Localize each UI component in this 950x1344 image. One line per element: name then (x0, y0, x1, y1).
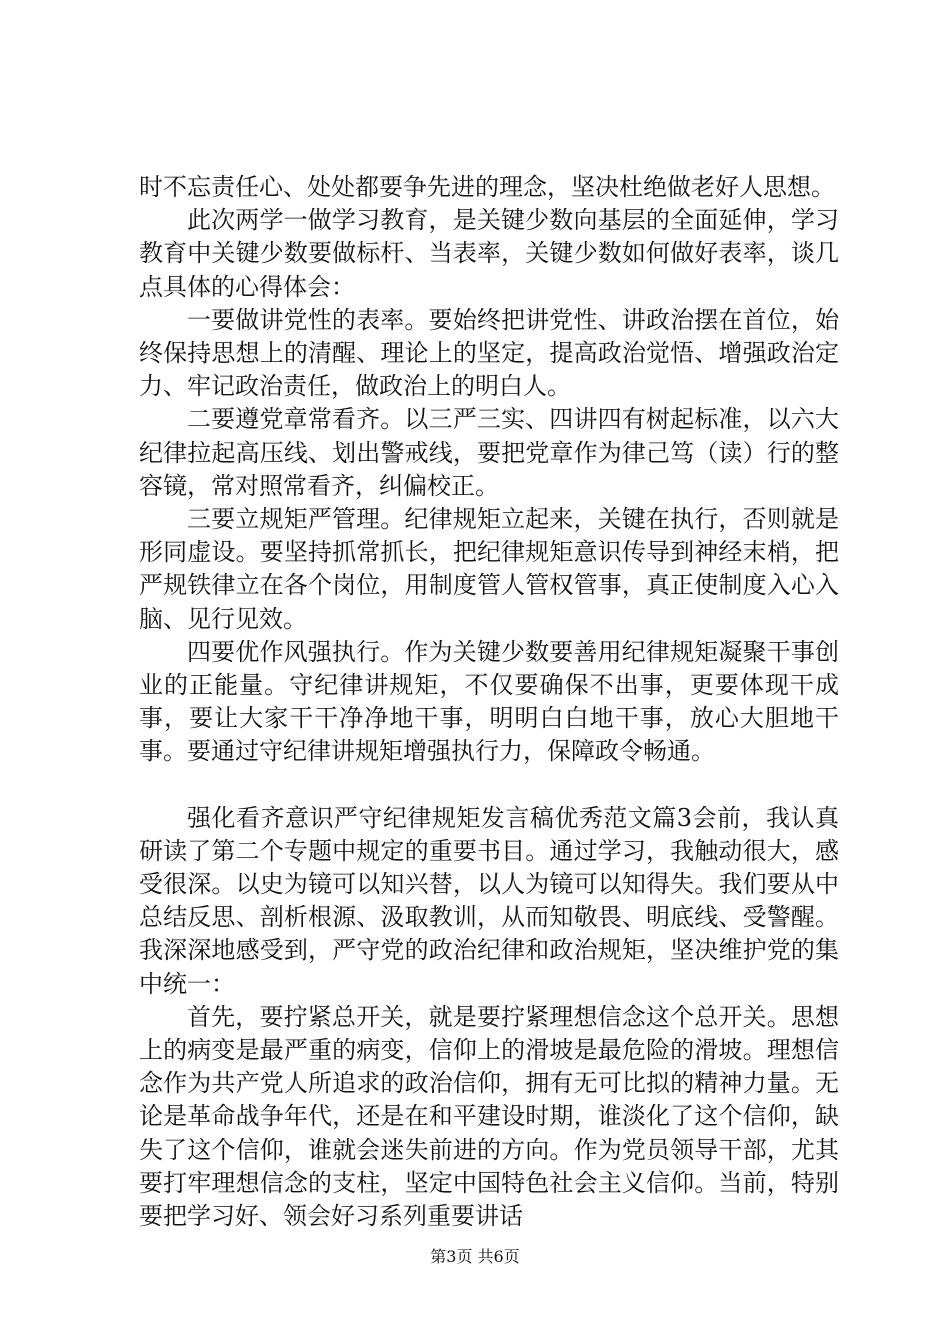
paragraph: 首先，要拧紧总开关，就是要拧紧理想信念这个总开关。思想上的病变是最严重的病变，信仰上的滑坡是最危险的滑坡。理想信念作为共产党人所追求的政治信仰，拥有无可比拟的精神力量。无论是革命战争年代，还是在和平建设时期，谁淡化了这个信仰，缺失了这个信仰，谁就会迷失前进的方向。作为党员领导干部，尤其要打牢理想信念的支柱，坚定中国特色社会主义信仰。当前，特别要把学习好、领会好习系列重要讲话 (139, 1002, 839, 1231)
paragraph: 二要遵党章常看齐。以三严三实、四讲四有树起标准，以六大纪律拉起高压线、划出警戒线，要把党章作为律己笃（读）行的整容镜，常对照常看齐，纠偏校正。 (139, 405, 839, 500)
paragraph-gap (139, 769, 839, 802)
paragraph: 一要做讲党性的表率。要始终把讲党性、讲政治摆在首位，始终保持思想上的清醒、理论上的坚定，提高政治觉悟、增强政治定力、牢记政治责任，做政治上的明白人。 (139, 305, 839, 401)
paragraph: 时不忘责任心、处处都要争先进的理念，坚决杜绝做老好人思想。 (139, 173, 835, 201)
page-footer (0, 1247, 950, 1267)
paragraph: 三要立规矩严管理。纪律规矩立起来，关键在执行，否则就是形同虚设。要坚持抓常抓长，把纪律规矩意识传导到神经末梢，把严规铁律立在各个岗位，用制度管人管权管事，真正使制度入心入脑、见行见效。 (139, 505, 839, 633)
page-number-label: 第3页 共6页 (430, 1247, 520, 1266)
document-body (139, 171, 839, 1233)
paragraph: 强化看齐意识严守纪律规矩发言稿优秀范文篇3会前，我认真研读了第二个专题中规定的重要书目。通过学习，我触动很大，感受很深。以史为镜可以知兴替，以人为镜可以知得失。我们要从中总结反思、剖析根源、汲取教训，从而知敬畏、明底线、受警醒。我深深地感受到，严守党的政治纪律和政治规矩，坚决维护党的集中统一： (139, 803, 839, 998)
paragraph: 四要优作风强执行。作为关键少数要善用纪律规矩凝聚干事创业的正能量。守纪律讲规矩，不仅要确保不出事，更要体现干成事，要让大家干干净净地干事，明明白白地干事，放心大胆地干事。要通过守纪律讲规矩增强执行力，保障政令畅通。 (139, 637, 839, 766)
paragraph: 此次两学一做学习教育，是关键少数向基层的全面延伸，学习教育中关键少数要做标杆、当表率，关键少数如何做好表率，谈几点具体的心得体会： (139, 206, 839, 301)
